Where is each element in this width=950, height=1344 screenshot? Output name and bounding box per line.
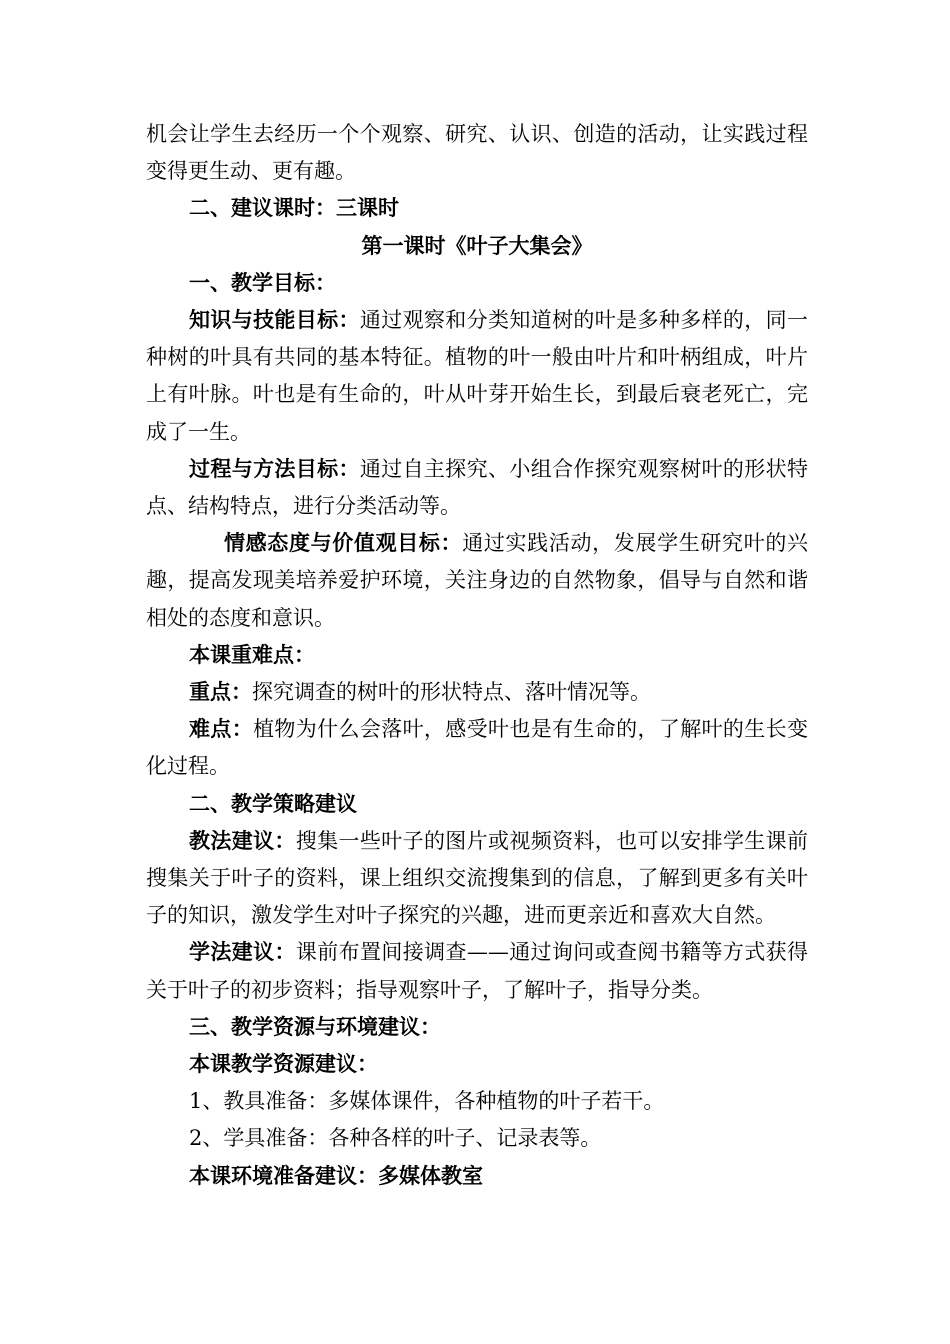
learn-method-paragraph — [146, 934, 808, 1008]
difficult-point-paragraph — [146, 711, 808, 785]
teach-method-text: 搜集一些叶子的图片或视频资料，也可以安排学生课前搜集关于叶子的资料，课上组织交流搜集到的信息，了解到更多有关叶子的知识，激发学生对叶子探究的兴趣，进而更亲近和喜欢大自然。 — [146, 828, 809, 928]
suggested-hours-heading: 二、建议课时：三课时 — [189, 196, 399, 221]
lesson-title: 第一课时《叶子大集会》 — [361, 233, 593, 258]
teach-method-label: 教法建议： — [189, 828, 296, 853]
key-point-text: 探究调查的树叶的形状特点、落叶情况等。 — [252, 680, 651, 705]
learn-method-label: 学法建议： — [189, 940, 296, 965]
resource-item-1: 1、教具准备：多媒体课件，各种植物的叶子若干。 — [189, 1089, 665, 1114]
process-goal-label: 过程与方法目标： — [189, 456, 360, 481]
resource-subheading: 本课教学资源建议： — [189, 1052, 378, 1077]
teach-method-paragraph — [146, 823, 808, 935]
knowledge-goal-paragraph — [146, 302, 808, 451]
knowledge-goal-text: 通过观察和分类知道树的叶是多种多样的，同一种树的叶具有共同的基本特征。植物的叶一般由叶片和叶柄组成，叶片上有叶脉。叶也是有生命的，叶从叶芽开始生长，到最后衰老死亡，完成了一生。 — [146, 308, 809, 444]
key-difficult-heading: 本课重难点： — [189, 642, 315, 667]
environment-heading: 本课环境准备建议：多媒体教室 — [189, 1163, 483, 1188]
process-goal-paragraph — [146, 451, 808, 525]
knowledge-goal-label: 知识与技能目标： — [189, 308, 360, 333]
strategy-heading: 二、教学策略建议 — [189, 791, 357, 816]
key-point-paragraph — [146, 674, 808, 711]
document-page — [146, 116, 808, 1195]
learn-method-text: 课前布置间接调查——通过询问或查阅书籍等方式获得关于叶子的初步资料；指导观察叶子，了解叶子，指导分类。 — [146, 940, 809, 1002]
intro-continued-paragraph: 机会让学生去经历一个个观察、研究、认识、创造的活动，让实践过程变得更生动、更有趣。 — [146, 122, 808, 184]
emotion-goal-text: 通过实践活动，发展学生研究叶的兴趣，提高发现美培养爱护环境，关注身边的自然物象，倡导与自然和谐相处的态度和意识。 — [146, 531, 809, 630]
difficult-point-text: 植物为什么会落叶，感受叶也是有生命的，了解叶的生长变化过程。 — [146, 717, 809, 779]
process-goal-text: 通过自主探究、小组合作探究观察树叶的形状特点、结构特点，进行分类活动等。 — [146, 456, 809, 519]
key-point-label: 重点： — [189, 680, 252, 705]
emotion-goal-label: 情感态度与价值观目标： — [224, 531, 463, 556]
resource-heading: 三、教学资源与环境建议： — [189, 1014, 441, 1039]
emotion-goal-paragraph — [146, 525, 808, 637]
resource-item-2: 2、学具准备：各种各样的叶子、记录表等。 — [189, 1126, 602, 1151]
teaching-goals-heading: 一、教学目标： — [189, 270, 336, 295]
difficult-point-label: 难点： — [189, 717, 254, 742]
